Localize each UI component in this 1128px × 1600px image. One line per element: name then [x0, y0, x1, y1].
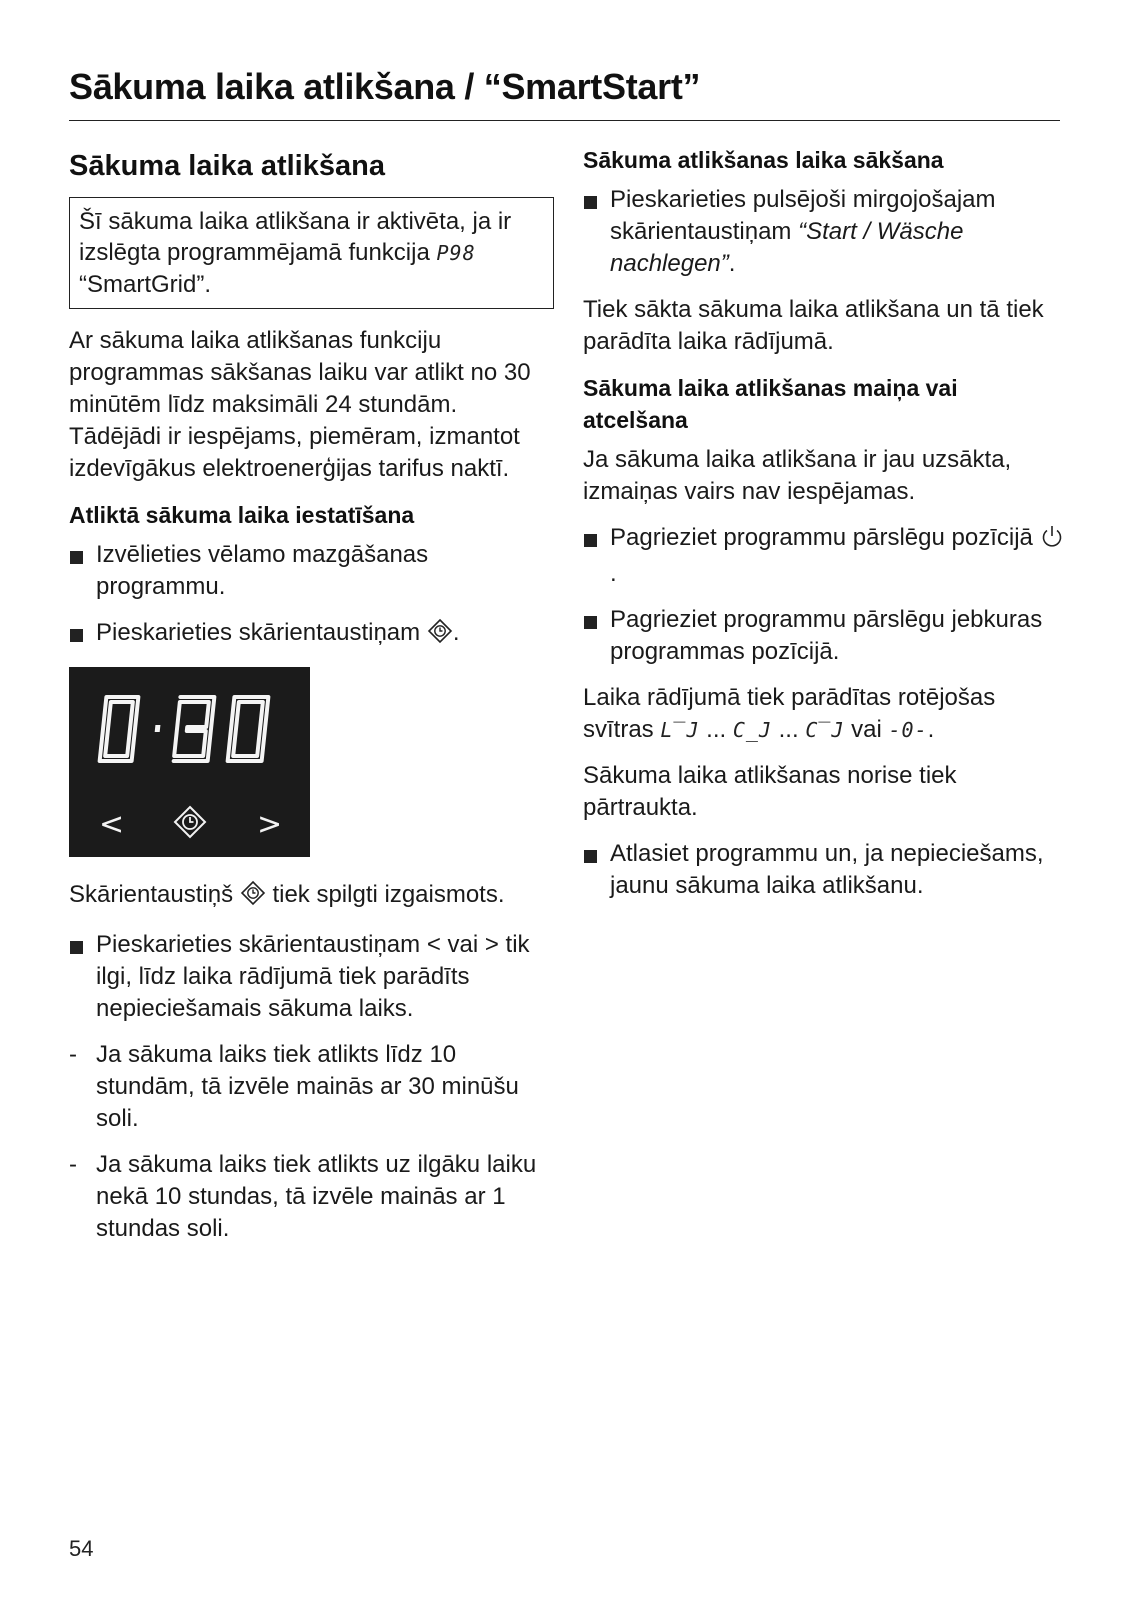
start-result: Tiek sākta sākuma laika atlikšana un tā tiek parādīta laika rādījumā.: [583, 296, 1044, 355]
note-text-end: “SmartGrid”.: [79, 271, 211, 298]
step-text: vai: [447, 931, 479, 958]
button-name: “Start / Wäsche nachlegen”: [610, 218, 964, 277]
left-arrow-symbol: <: [426, 931, 441, 958]
start-steps: [583, 184, 1065, 280]
list-item: - Ja sākuma laiks tiek atlikts uz ilgāku laiku nekā 10 stundas, tā izvēle mainās ar 1 stundas soli.: [69, 1149, 554, 1245]
list-item: [69, 617, 554, 653]
page-number: 54: [69, 1536, 94, 1561]
step-text: Atlasiet programmu un, ja nepieciešams, jaunu sākuma laika atlikšanu.: [610, 840, 1044, 899]
final-steps: [583, 838, 1065, 902]
section-title: Sākuma laika atlikšana: [69, 150, 385, 182]
list-item: [583, 522, 1065, 590]
note-box: [69, 197, 554, 309]
list-item: [583, 604, 1065, 668]
rotating-bar-frame-1: L‾J: [660, 718, 700, 742]
set-steps: [69, 539, 554, 653]
cancel-steps: [583, 522, 1065, 668]
lit-text-end: tiek spilgti izgaismots.: [272, 881, 505, 908]
right-column: [583, 140, 1065, 916]
adjust-steps: [69, 929, 554, 1025]
right-arrow-symbol: >: [484, 931, 499, 958]
subhead-start-delay: Sākuma atlikšanas laika sākšana: [583, 147, 944, 173]
step-text: Pieskarieties pulsējoši mirgojošajam skārientaustiņam: [610, 186, 996, 245]
list-item: [69, 929, 554, 1025]
time-display: [95, 691, 285, 769]
left-column: [69, 140, 554, 1259]
page-title: Sākuma laika atlikšana / “SmartStart”: [69, 66, 701, 107]
list-item: [583, 184, 1065, 280]
rotating-bars-paragraph: [583, 682, 1065, 746]
clock-diamond-icon[interactable]: [173, 805, 207, 847]
rotating-text: vai: [851, 716, 882, 743]
intro-paragraph: Ar sākuma laika atlikšanas funkciju programmas sākšanas laiku var atlikt no 30 minūtēm līdz maksimāli 24 stundām. Tādējādi ir iespējams, piemēram, izmantot izdevīgākus elektroenerģijas tarifus naktī.: [69, 327, 531, 482]
list-item: [583, 838, 1065, 902]
list-item: [69, 539, 554, 603]
clock-diamond-icon: [240, 880, 266, 915]
lit-paragraph: [69, 879, 554, 915]
power-icon: [1040, 523, 1064, 558]
punct: .: [452, 619, 460, 646]
right-arrow-button[interactable]: >: [257, 807, 283, 842]
rotating-text: Laika rādījumā tiek parādītas rotējošas svītras: [583, 684, 996, 743]
program-code: P98: [436, 241, 476, 265]
lit-text: Skārientaustiņš: [69, 881, 234, 908]
step-text: Pieskarieties skārientaustiņam: [96, 619, 421, 646]
ellipsis: ...: [706, 716, 727, 743]
change-info: Ja sākuma laika atlikšana ir jau uzsākta, izmaiņas vairs nav iespējamas.: [583, 446, 1012, 505]
clock-diamond-icon: [427, 618, 453, 653]
subhead-change-cancel: Sākuma laika atlikšanas maiņa vai atcelšana: [583, 375, 958, 433]
step-text: Pieskarieties skārientaustiņam: [96, 931, 421, 958]
ellipsis: ...: [778, 716, 799, 743]
step-size-notes: [69, 1039, 554, 1245]
punct: .: [610, 560, 617, 587]
cancelled-paragraph: Sākuma laika atlikšanas norise tiek pārtraukta.: [583, 762, 957, 821]
note-text: Šī sākuma laika atlikšana ir aktivēta, ja ir izslēgta programmējamā funkcija: [79, 208, 512, 266]
step-text: Pagrieziet programmu pārslēgu pozīcijā: [610, 524, 1033, 551]
rotating-bar-frame-4: -0-: [888, 718, 928, 742]
rotating-bar-frame-2: C_J: [732, 718, 772, 742]
step-text: Pagrieziet programmu pārslēgu jebkuras programmas pozīcijā.: [610, 606, 1043, 665]
subhead-set-delay: Atliktā sākuma laika iestatīšana: [69, 502, 415, 528]
title-divider: [69, 120, 1060, 121]
list-item: - Ja sākuma laiks tiek atlikts līdz 10 stundām, tā izvēle mainās ar 30 minūšu soli.: [69, 1039, 554, 1135]
step-text: Izvēlieties vēlamo mazgāšanas programmu.: [96, 541, 429, 600]
left-arrow-button[interactable]: <: [99, 807, 125, 842]
rotating-bar-frame-3: C‾J: [805, 718, 845, 742]
step-text: tik ilgi, līdz laika rādījumā tiek parādīts nepieciešamais sākuma laiks.: [96, 931, 530, 1022]
punct: .: [927, 716, 935, 743]
punct: .: [728, 250, 736, 277]
display-panel: [69, 667, 310, 857]
